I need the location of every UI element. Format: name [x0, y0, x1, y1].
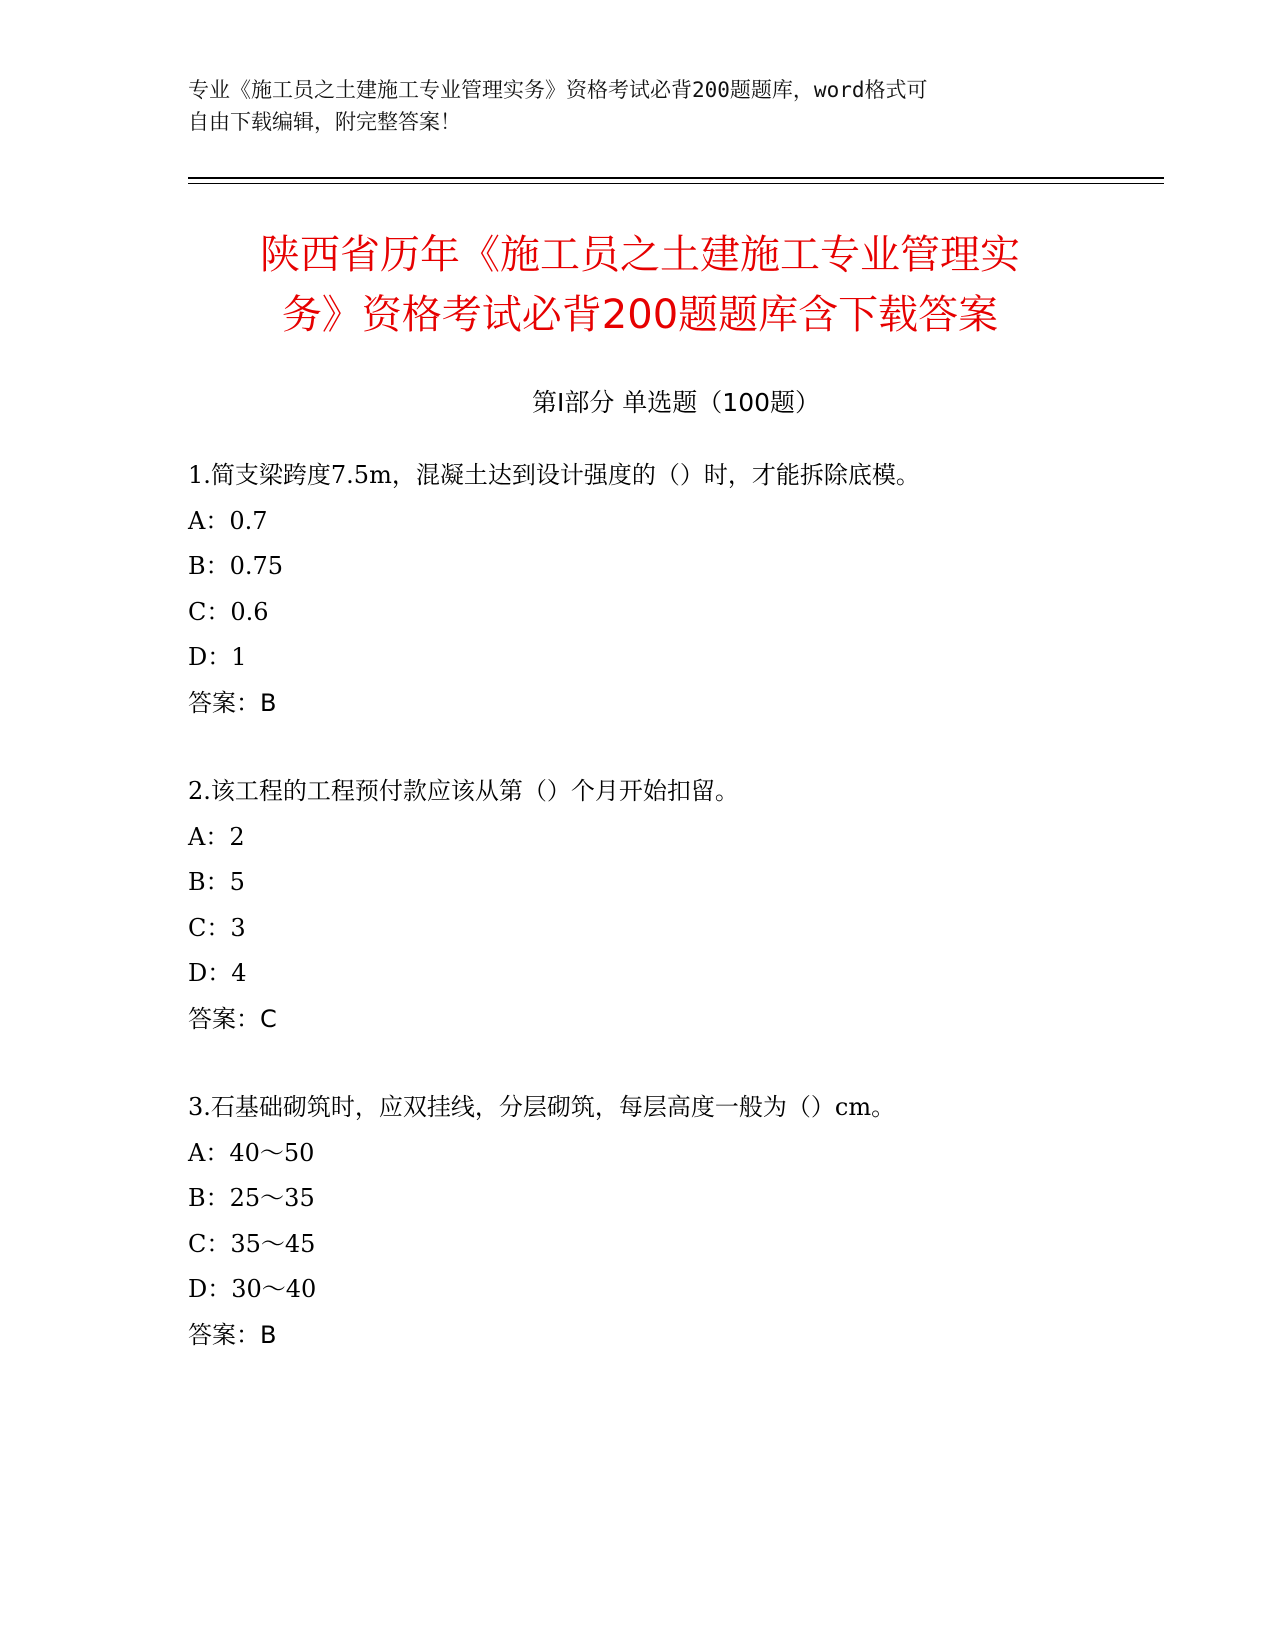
section-title: 第Ⅰ部分 单选题（100题） — [531, 388, 821, 417]
document-title — [160, 225, 1120, 345]
option-a: A：40～50 — [188, 1138, 315, 1167]
option-a: A：2 — [188, 822, 245, 851]
option-c: C：35～45 — [188, 1229, 316, 1258]
option-c: C：3 — [188, 913, 246, 942]
question-stem: 1.简支梁跨度7.5m，混凝土达到设计强度的（）时，才能拆除底模。 — [188, 461, 920, 489]
option-b: B：5 — [188, 868, 245, 896]
option-d: D：30～40 — [188, 1275, 317, 1303]
option-b: B：0.75 — [188, 552, 284, 580]
option-d: D：4 — [188, 959, 247, 987]
option-d: D：1 — [188, 643, 247, 671]
question-1 — [188, 453, 1188, 726]
answer: 答案：B — [188, 688, 277, 717]
answer: 答案：C — [188, 1004, 277, 1033]
question-stem: 3.石基础砌筑时，应双挂线，分层砌筑，每层高度一般为（）cm。 — [188, 1093, 896, 1121]
header-note-line-2: 自由下载编辑，附完整答案！ — [188, 110, 461, 134]
header-rule-thin — [188, 183, 1164, 184]
option-a: A：0.7 — [188, 506, 268, 535]
question-stem: 2.该工程的工程预付款应该从第（）个月开始扣留。 — [188, 777, 739, 805]
option-c: C：0.6 — [188, 597, 269, 626]
question-2 — [188, 769, 1188, 1042]
document-title-line-1: 陕西省历年《施工员之土建施工专业管理实 — [260, 232, 1020, 278]
header-rule-thick — [188, 177, 1164, 179]
header-note-line-1: 专业《施工员之土建施工专业管理实务》资格考试必背200题题库，word格式可 — [188, 78, 928, 102]
document-title-line-2: 务》资格考试必背200题题库含下载答案 — [281, 292, 999, 338]
header-note — [188, 74, 1068, 138]
answer: 答案：B — [188, 1320, 277, 1349]
question-3 — [188, 1085, 1188, 1358]
option-b: B：25～35 — [188, 1184, 315, 1212]
